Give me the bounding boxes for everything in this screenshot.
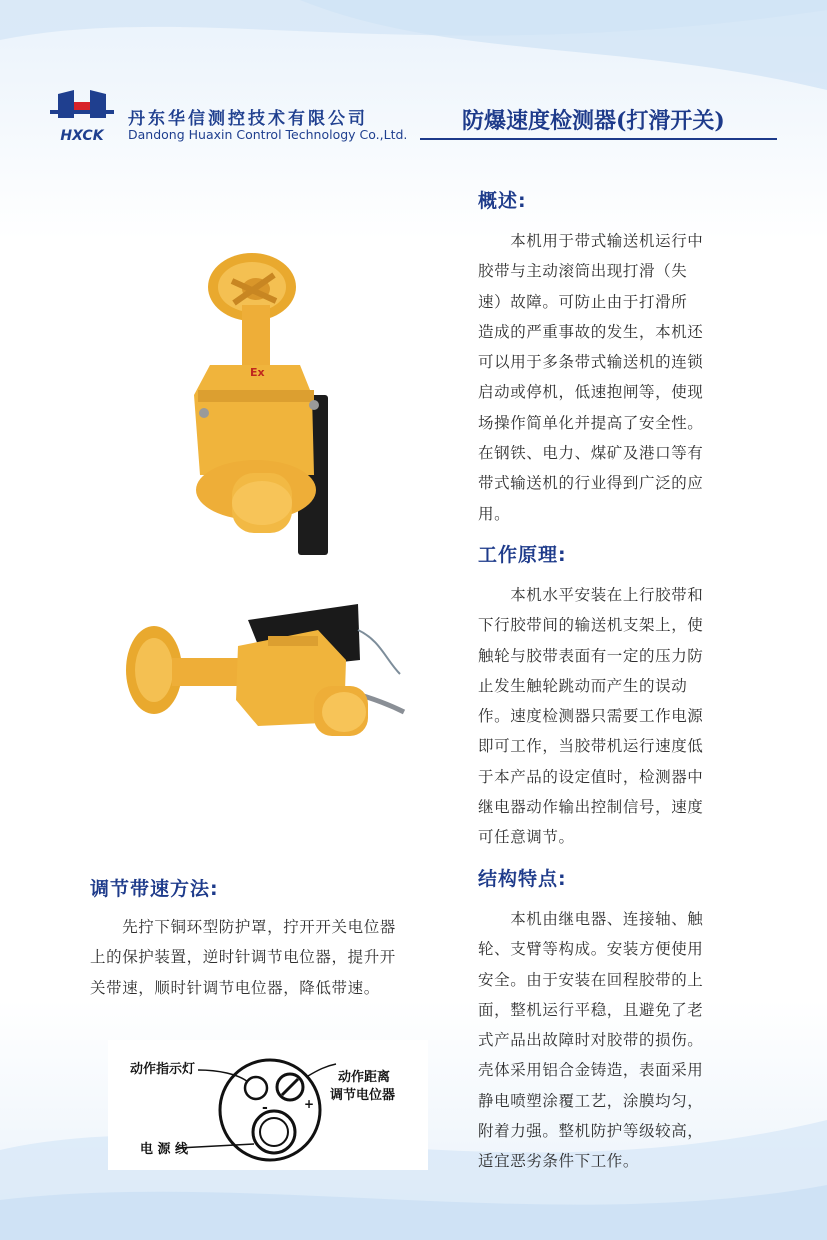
text-line: 先拧下铜环型防护罩，拧开开关电位器 [90,918,396,936]
text-line: 下行胶带间的输送机支架上，使 [478,616,704,635]
pot-label-line1: 动作距离 [338,1070,391,1085]
text-line: 本机水平安装在上行胶带和 [478,586,704,604]
text-line: 作。速度检测器只需要工作电源 [478,707,704,726]
text-line: 触轮与胶带表面有一定的压力防 [478,646,704,665]
overview-heading: 概述: [478,190,527,212]
text-line: 带式输送机的行业得到广泛的应 [478,474,704,493]
text-line: 于本产品的设定值时，检测器中 [478,767,704,786]
speed-adjust-paragraph [90,912,396,1003]
indicator-light-label: 动作指示灯 [130,1062,196,1077]
page-title: 防爆速度检测器(打滑开关) [462,108,725,134]
text-line: 可任意调节。 [478,828,575,847]
text-line: 即可工作，当胶带机运行速度低 [478,737,704,756]
product-photo-vertical [180,245,340,565]
text-line: 用。 [478,504,511,523]
text-line: 胶带与主动滚筒出现打滑（失 [478,262,688,281]
company-logo [46,88,118,146]
text-line: 可以用于多条带式输送机的连锁 [478,353,704,372]
principle-paragraph [478,580,703,853]
text-line: 面，整机运行平稳，且避免了老 [478,1000,704,1019]
header-divider [420,138,777,140]
logo-text: HXCK [60,128,104,144]
speed-adjust-heading: 调节带速方法: [90,878,219,900]
product-photo-horizontal [118,600,418,770]
text-line: 轮、支臂等构成。安装方便使用 [478,940,704,959]
overview-paragraph [478,226,703,529]
text-line: 在钢铁、电力、煤矿及港口等有 [478,444,704,463]
plus-sign: + [304,1097,315,1111]
text-line: 止发生触轮跳动而产生的误动 [478,676,688,695]
text-line: 启动或停机，低速抱闸等，使现 [478,383,704,402]
text-line: 继电器动作输出控制信号，速度 [478,798,704,817]
text-line: 静电喷塑涂覆工艺，涂膜均匀， [478,1091,704,1110]
text-line: 式产品出故障时对胶带的损伤。 [478,1031,704,1050]
minus-sign: - [262,1100,268,1116]
structure-heading: 结构特点: [478,868,567,890]
text-line: 场操作简单化并提高了安全性。 [478,413,704,432]
text-line: 造成的严重事故的发生，本机还 [478,322,704,341]
text-line: 本机由继电器、连接轴、触 [478,910,704,928]
text-line: 本机用于带式输送机运行中 [478,232,704,250]
text-line: 安全。由于安装在回程胶带的上 [478,970,704,989]
text-line: 附着力强。整机防护等级较高， [478,1122,704,1141]
text-line: 上的保护装置，逆时针调节电位器，提升开 [90,948,396,967]
company-name-en: Dandong Huaxin Control Technology Co.,Ltd. [128,127,408,142]
principle-heading: 工作原理: [478,544,567,566]
structure-paragraph [478,904,703,1177]
text-line: 壳体采用铝合金铸造，表面采用 [478,1061,704,1080]
text-line: 适宜恶劣条件下工作。 [478,1152,640,1171]
pot-label-line2: 调节电位器 [330,1088,396,1103]
company-name-cn: 丹东华信测控技术有限公司 [128,109,368,129]
text-line: 关带速，顺时针调节电位器，降低带速。 [90,978,380,997]
text-line: 速）故障。可防止由于打滑所 [478,292,688,311]
power-line-label: 电 源 线 [140,1142,189,1157]
ex-mark: Ex [250,366,265,379]
